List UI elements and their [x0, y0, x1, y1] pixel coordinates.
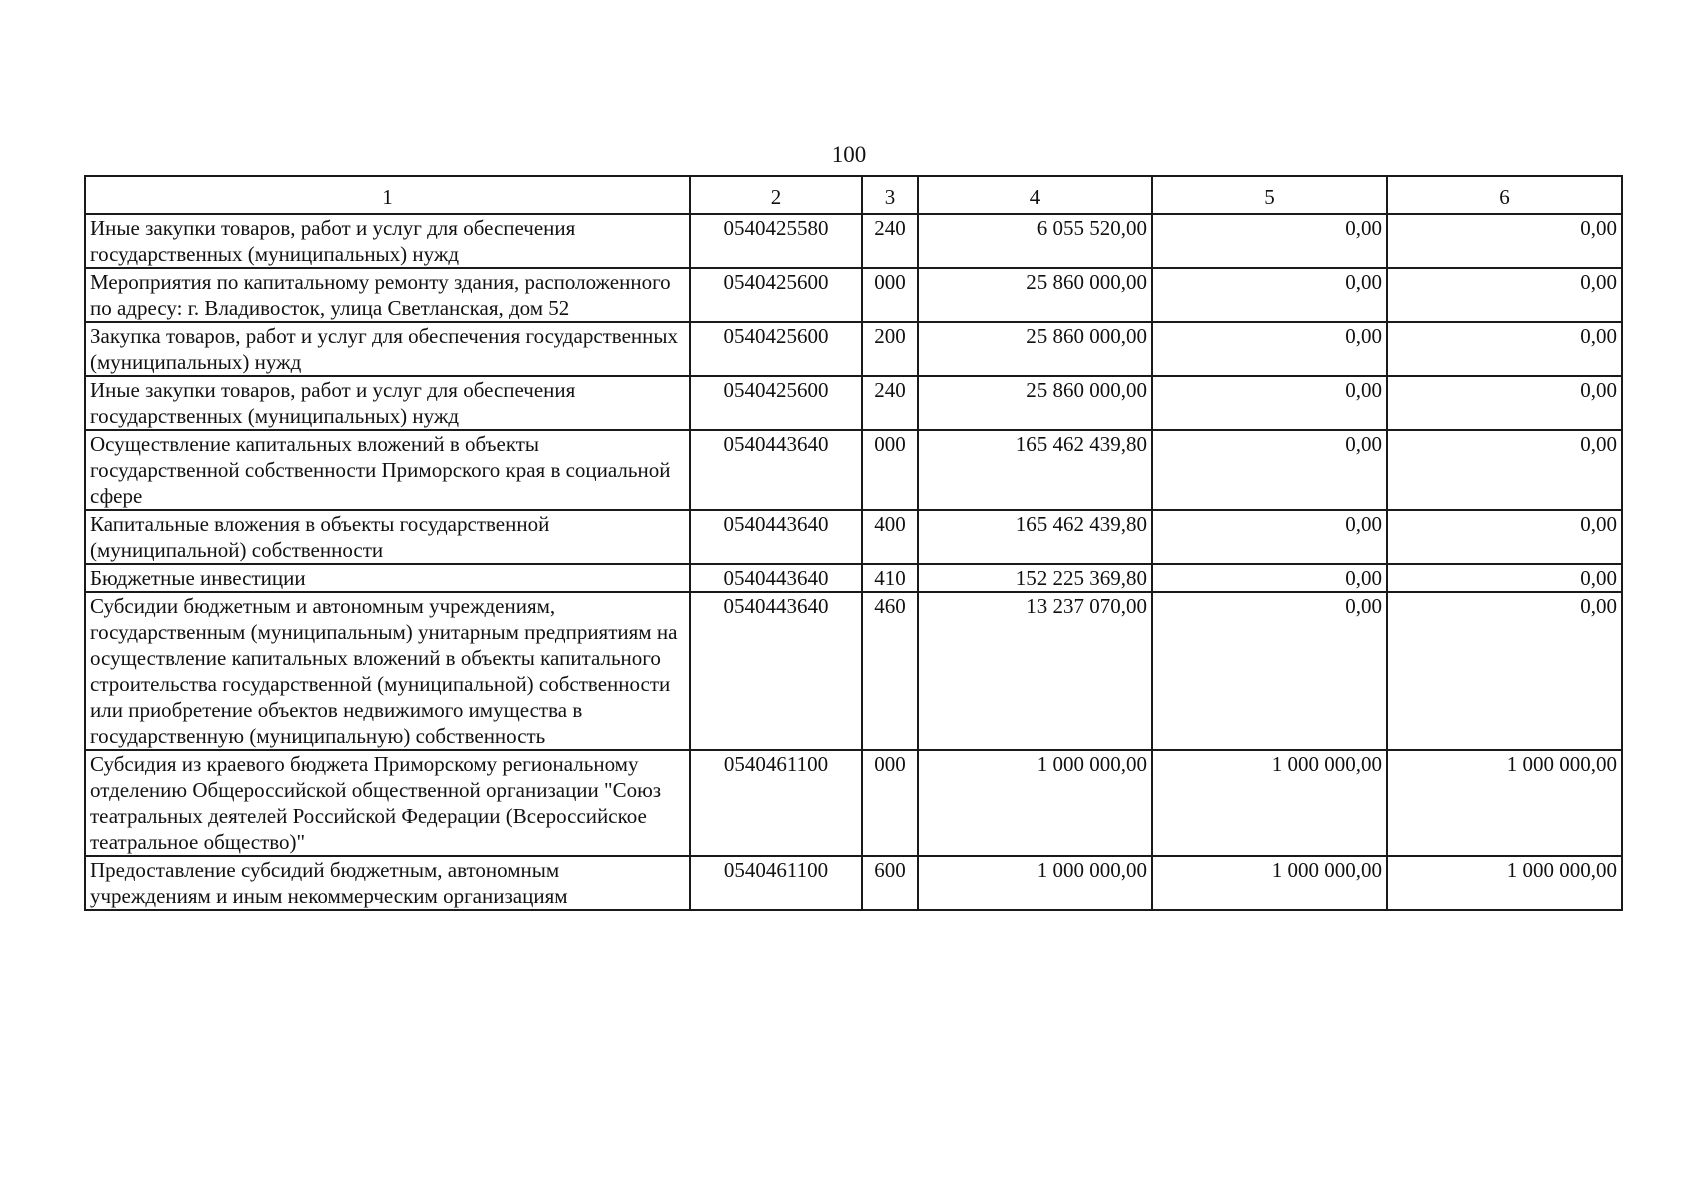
row-name: Капитальные вложения в объекты государственной (муниципальной) собственности — [85, 510, 690, 564]
row-amount-col4: 13 237 070,00 — [918, 592, 1152, 750]
row-name: Закупка товаров, работ и услуг для обеспечения государственных (муниципальных) нужд — [85, 322, 690, 376]
row-name: Иные закупки товаров, работ и услуг для обеспечения государственных (муниципальных) нужд — [85, 376, 690, 430]
row-name: Иные закупки товаров, работ и услуг для обеспечения государственных (муниципальных) нужд — [85, 214, 690, 268]
column-header-2: 2 — [690, 176, 862, 214]
row-amount-col4: 152 225 369,80 — [918, 564, 1152, 592]
row-name: Субсидия из краевого бюджета Приморскому региональному отделению Общероссийской общественной организации "Союз театральных деятелей Российской Федерации (Всероссийское театральное общество)" — [85, 750, 690, 856]
row-amount-col5: 0,00 — [1152, 214, 1387, 268]
row-name: Бюджетные инвестиции — [85, 564, 690, 592]
table-row — [85, 214, 1622, 268]
table-row — [85, 592, 1622, 750]
row-name: Субсидии бюджетным и автономным учреждениям, государственным (муниципальным) унитарным предприятиям на осуществление капитальных вложений в объекты капитального строительства государственной (муниципальной) собственности или приобретение объектов недвижимого имущества в государственную (муниципальную) собственность — [85, 592, 690, 750]
row-amount-col4: 165 462 439,80 — [918, 430, 1152, 510]
column-header-6: 6 — [1387, 176, 1622, 214]
row-code: 0540425600 — [690, 376, 862, 430]
row-type: 000 — [862, 750, 918, 856]
row-code: 0540443640 — [690, 564, 862, 592]
row-amount-col4: 1 000 000,00 — [918, 856, 1152, 910]
row-amount-col4: 165 462 439,80 — [918, 510, 1152, 564]
row-type: 460 — [862, 592, 918, 750]
row-code: 0540443640 — [690, 510, 862, 564]
row-type: 410 — [862, 564, 918, 592]
row-amount-col5: 0,00 — [1152, 268, 1387, 322]
table-row — [85, 510, 1622, 564]
row-amount-col5: 1 000 000,00 — [1152, 750, 1387, 856]
row-amount-col5: 0,00 — [1152, 430, 1387, 510]
row-amount-col4: 25 860 000,00 — [918, 376, 1152, 430]
row-type: 240 — [862, 376, 918, 430]
row-amount-col5: 0,00 — [1152, 510, 1387, 564]
column-header-4: 4 — [918, 176, 1152, 214]
row-code: 0540425580 — [690, 214, 862, 268]
table-row — [85, 856, 1622, 910]
row-amount-col5: 0,00 — [1152, 376, 1387, 430]
row-amount-col6: 0,00 — [1387, 268, 1622, 322]
row-name: Мероприятия по капитальному ремонту здания, расположенного по адресу: г. Владивосток, улица Светланская, дом 52 — [85, 268, 690, 322]
budget-table — [84, 175, 1623, 911]
table-row — [85, 750, 1622, 856]
column-header-1: 1 — [85, 176, 690, 214]
row-type: 240 — [862, 214, 918, 268]
header-row — [85, 176, 1622, 214]
table-row — [85, 564, 1622, 592]
row-amount-col4: 25 860 000,00 — [918, 268, 1152, 322]
row-amount-col6: 0,00 — [1387, 510, 1622, 564]
page-number: 100 — [831, 142, 867, 167]
table-row — [85, 430, 1622, 510]
row-amount-col5: 0,00 — [1152, 592, 1387, 750]
row-amount-col5: 1 000 000,00 — [1152, 856, 1387, 910]
row-amount-col4: 6 055 520,00 — [918, 214, 1152, 268]
row-amount-col6: 0,00 — [1387, 564, 1622, 592]
row-amount-col6: 1 000 000,00 — [1387, 750, 1622, 856]
row-type: 400 — [862, 510, 918, 564]
row-code: 0540461100 — [690, 856, 862, 910]
row-type: 600 — [862, 856, 918, 910]
row-amount-col6: 0,00 — [1387, 592, 1622, 750]
table-row — [85, 322, 1622, 376]
column-header-5: 5 — [1152, 176, 1387, 214]
row-code: 0540461100 — [690, 750, 862, 856]
row-amount-col6: 0,00 — [1387, 376, 1622, 430]
row-amount-col6: 0,00 — [1387, 214, 1622, 268]
row-code: 0540425600 — [690, 322, 862, 376]
row-amount-col6: 1 000 000,00 — [1387, 856, 1622, 910]
row-name: Осуществление капитальных вложений в объекты государственной собственности Приморского края в социальной сфере — [85, 430, 690, 510]
row-amount-col4: 1 000 000,00 — [918, 750, 1152, 856]
column-header-3: 3 — [862, 176, 918, 214]
row-code: 0540425600 — [690, 268, 862, 322]
row-type: 000 — [862, 430, 918, 510]
row-code: 0540443640 — [690, 430, 862, 510]
table-row — [85, 376, 1622, 430]
row-code: 0540443640 — [690, 592, 862, 750]
row-amount-col6: 0,00 — [1387, 322, 1622, 376]
row-type: 000 — [862, 268, 918, 322]
row-amount-col4: 25 860 000,00 — [918, 322, 1152, 376]
row-name: Предоставление субсидий бюджетным, автономным учреждениям и иным некоммерческим организациям — [85, 856, 690, 910]
row-amount-col5: 0,00 — [1152, 322, 1387, 376]
row-amount-col5: 0,00 — [1152, 564, 1387, 592]
row-amount-col6: 0,00 — [1387, 430, 1622, 510]
table-row — [85, 268, 1622, 322]
row-type: 200 — [862, 322, 918, 376]
